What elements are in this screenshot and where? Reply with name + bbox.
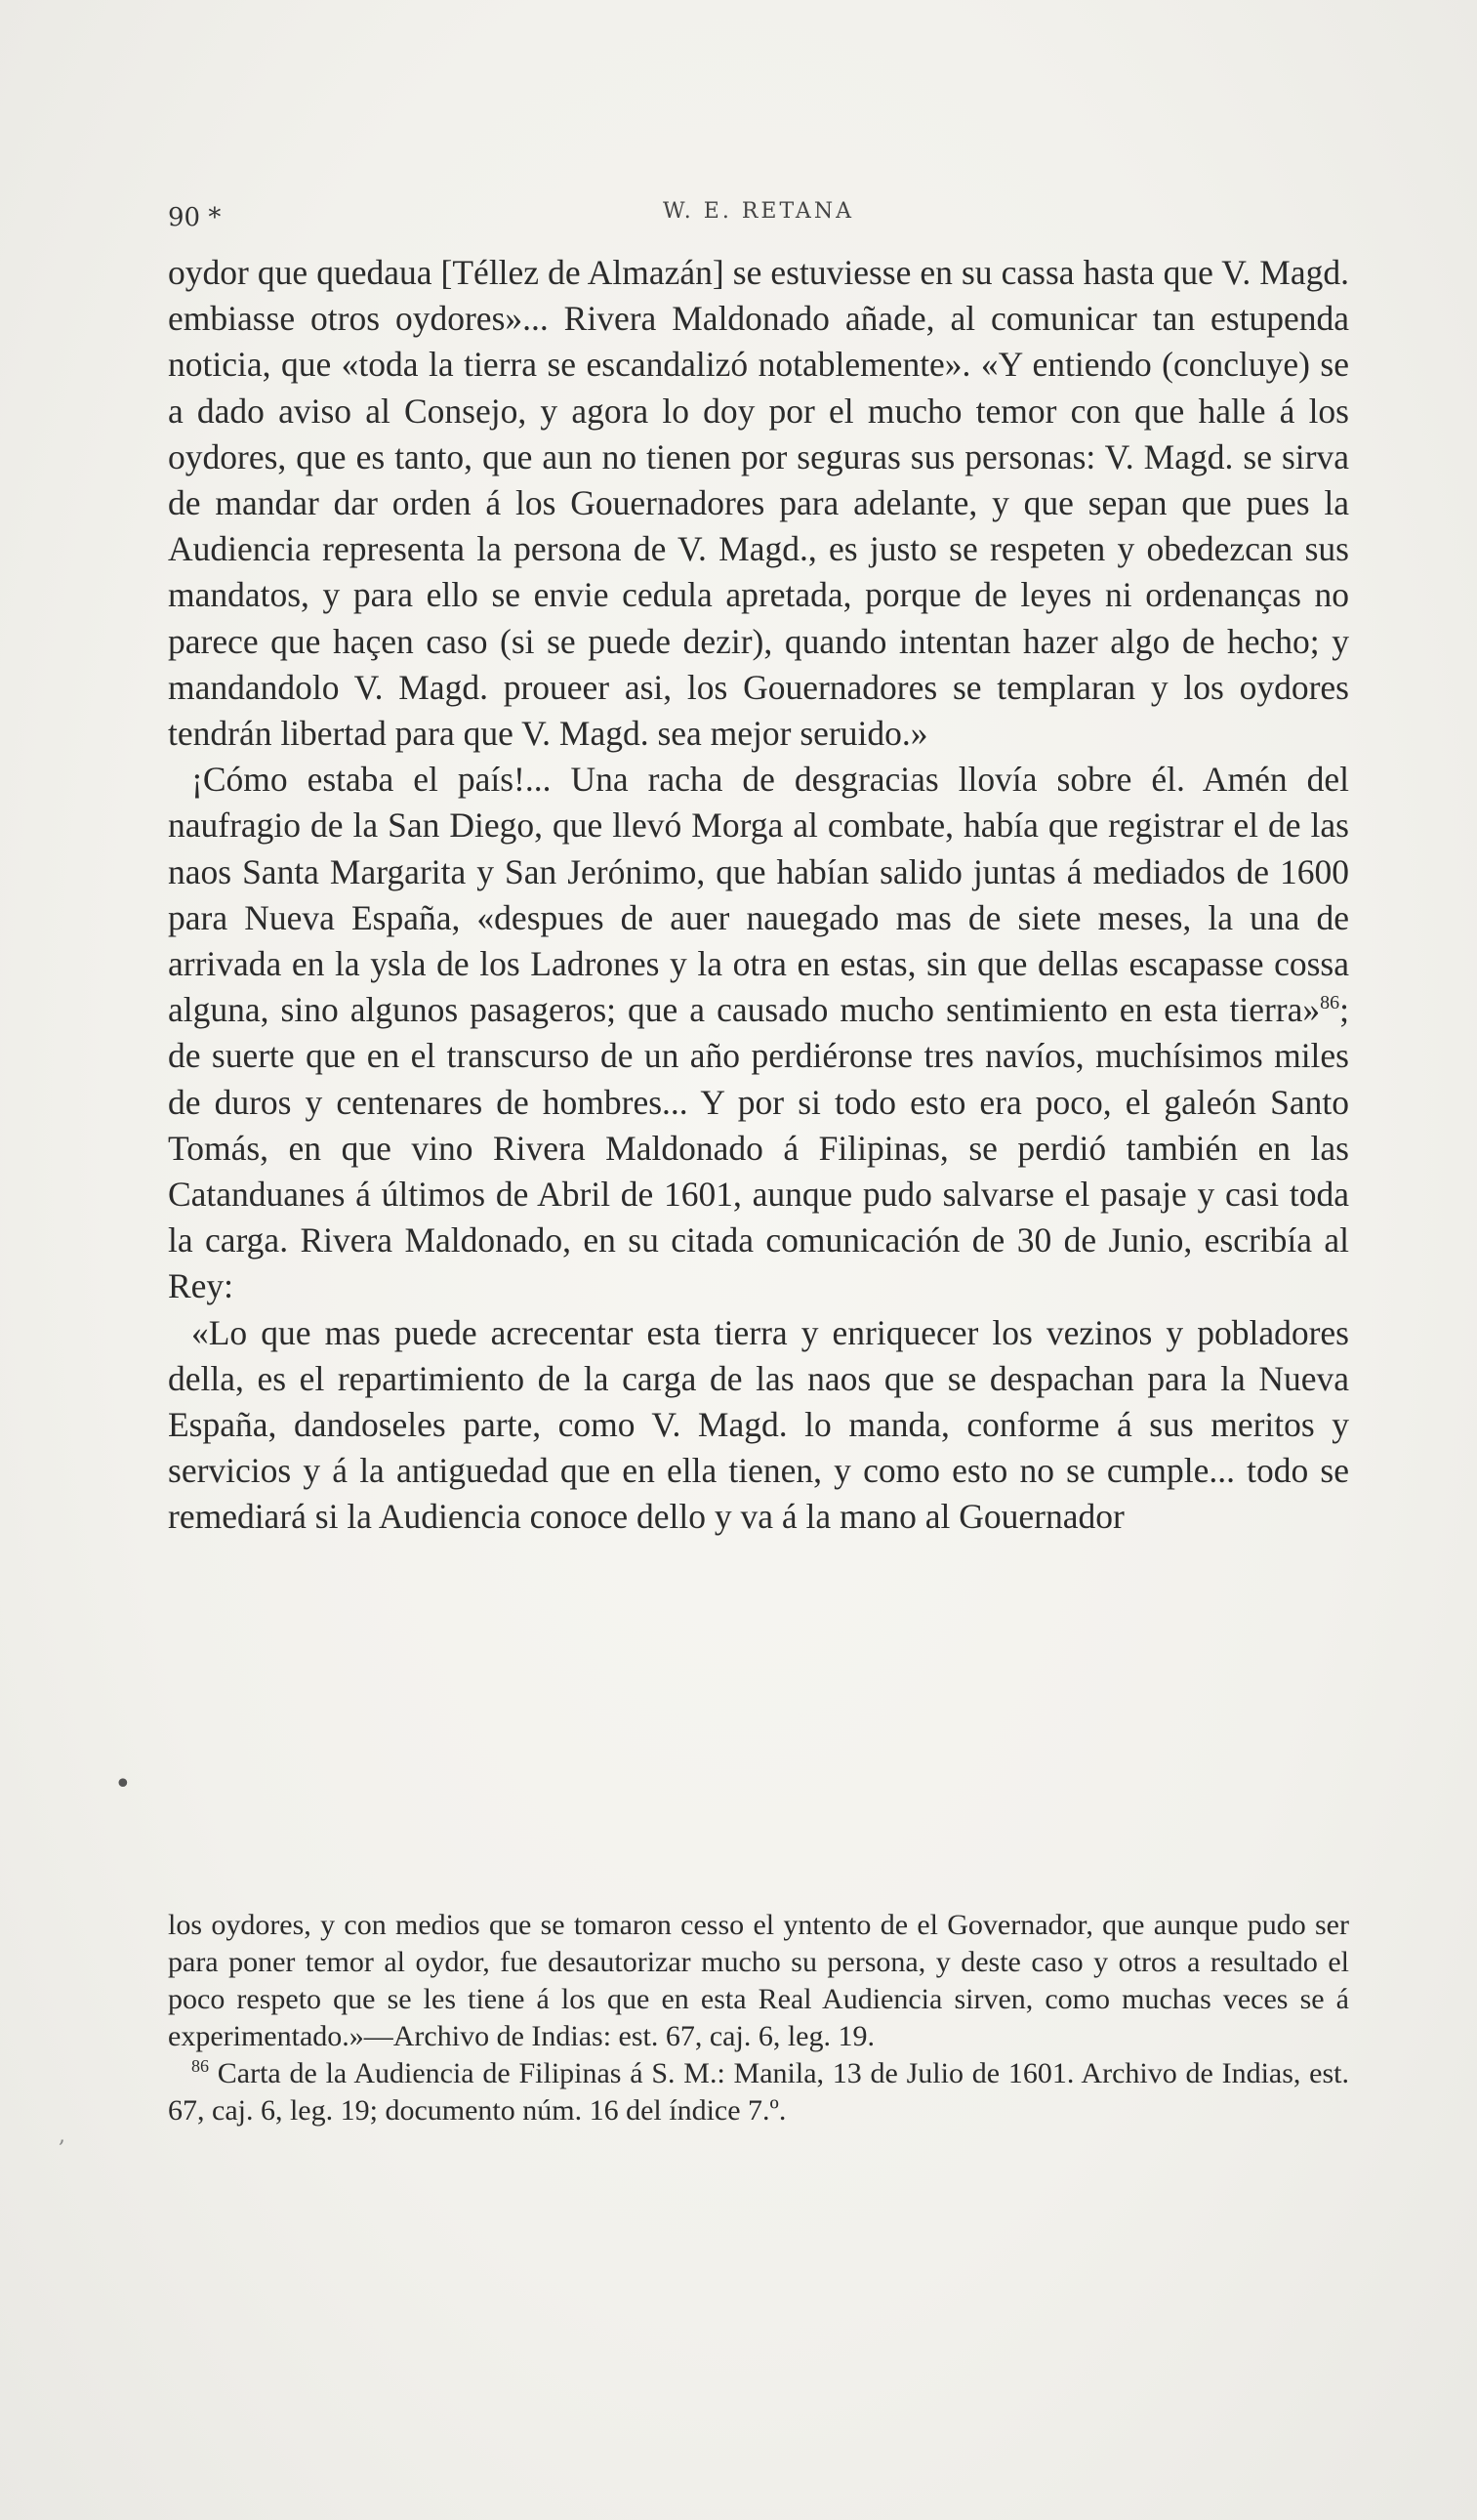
paragraph-2 [168,757,1349,1309]
margin-dot: • [114,1767,132,1801]
running-head: W. E. RETANA [663,199,854,224]
paragraph-1: oydor que quedaua [Téllez de Almazán] se estuviesse en su cassa hasta que V. Magd. embiasse otros oydores»... Rivera Maldonado añade, al comunicar tan estupenda noticia, que «toda la tierra se escandalizó notablemente». «Y entiendo (concluye) se a dado aviso al Consejo, y agora lo doy por el mucho temor con que halle á los oydores, que es tanto, que aun no tienen por seguras sus personas: V. Magd. se sirva de mandar dar orden á los Gouernadores para adelante, y que sepan que pues la Audiencia representa la persona de V. Magd., es justo se respeten y obedezcan sus mandatos, y para ello se envie cedula apretada, porque de leyes ni ordenanças no parece que haçen caso (si se puede dezir), quando intentan hazer algo de hecho; y mandandolo V. Magd. proueer asi, los Gouernadores se templaran y los oydores tendrán libertad para que V. Magd. sea mejor seruido.» [168,253,1349,754]
page-number: 90 * [168,203,222,232]
footnote-86 [168,2055,1349,2129]
main-text [168,250,1349,1541]
footnotes [168,1907,1349,2129]
footnote-86-text: Carta de la Audiencia de Filipinas á S. M.: Manila, 13 de Julio de 1601. Archivo de Indias, est. 67, caj. 6, leg. 19; documento núm. 16 del índice 7.º. [168,2057,1349,2127]
paragraph-2-text: ¡Cómo estaba el país!... Una racha de desgracias llovía sobre él. Amén del naufragio de la San Diego, que llevó Morga al combate, había que registrar el de las naos Santa Margarita y San Jerónimo, que habían salido juntas á mediados de 1600 para Nueva España, «despues de auer nauegado mas de siete meses, la una de arrivada en la ysla de los Ladrones y la otra en estas, sin que dellas escapasse cossa alguna, sino algunos pasageros; que a causado mucho sentimiento en esta tierra» [168,760,1349,1030]
page-header [168,195,1349,234]
paragraph-3: «Lo que mas puede acrecentar esta tierra y enriquecer los vezinos y pobladores della, es el repartimiento de la carga de las naos que se despachan para la Nueva España, dandoseles parte, como V. Magd. lo manda, conforme á sus meritos y servicios y á la antiguedad que en ella tienen, y como esto no se cumple... todo se remediará si la Audiencia conoce dello y va á la mano al Gouernador [168,1312,1349,1537]
footnote-continued: los oydores, y con medios que se tomaron cesso el yntento de el Governador, que aunque pudo ser para poner temor al oydor, fue desautorizar mucho su persona, y deste caso y otros a resultado el poco respeto que se les tiene á los que en esta Real Audiencia sirven, como muchas veces se á experimentado.»—Archivo de Indias: est. 67, caj. 6, leg. 19. [168,1909,1349,2052]
footnote-reference: 86 [1320,992,1340,1014]
paragraph-2-continuation: ; de suerte que en el transcurso de un año perdiéronse tres navíos, muchísimos miles de duros y centenares de hombres... Y por si todo esto era poco, el galeón Santo Tomás, en que vino Rivera Maldonado á Filipinas, se perdió también en las Catanduanes á últimos de Abril de 1601, aunque pudo salvarse el pasaje y casi toda la carga. Rivera Maldonado, en su citada comunicación de 30 de Junio, escribía al Rey: [168,990,1349,1306]
footnote-86-marker: 86 [191,2056,209,2076]
margin-mark: , [59,2124,65,2148]
